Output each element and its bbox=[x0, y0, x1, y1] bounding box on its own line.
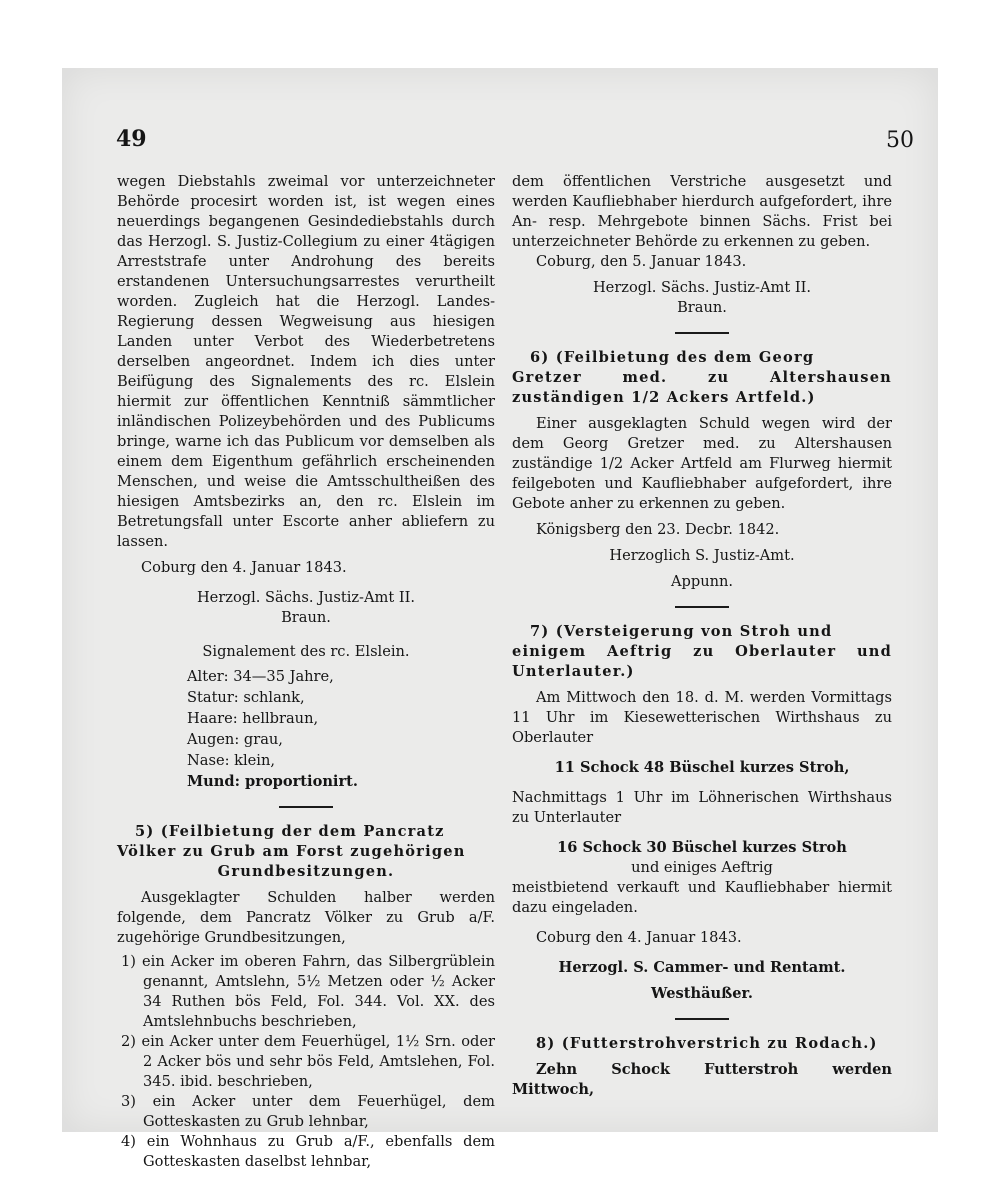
notice-6-body: Einer ausgeklagten Schuld wegen wird der dem Georg Gretzer med. zu Altershausen zuständige 1/2 Acker Artfeld am Flurweg hiermit feilgeboten und Kaufliebhaber aufgefordert, ihre Gebote anher zu erkennen zu geben. bbox=[512, 415, 892, 512]
notice-5-dateline: Coburg, den 5. Januar 1843. bbox=[536, 253, 747, 270]
notice-7-signer: Westhäußer. bbox=[651, 985, 753, 1002]
left-column bbox=[117, 172, 495, 1172]
notice-6-heading: 6) (Feilbietung des dem Georg Gretzer med. zu Altershausen zuständigen 1/2 Ackers Artfeld.) bbox=[512, 349, 892, 406]
section-divider bbox=[675, 332, 729, 334]
list-item: 4) ein Wohnhaus zu Grub a/F., ebenfalls dem Gotteskasten daselbst lehnbar, bbox=[121, 1133, 495, 1170]
notice-6-dateline: Königsberg den 23. Decbr. 1842. bbox=[536, 521, 780, 538]
list-item: 3) ein Acker unter dem Feuerhügel, dem Gotteskasten zu Grub lehnbar, bbox=[121, 1093, 495, 1130]
signalement-item: Augen: grau, bbox=[187, 731, 283, 748]
notice-7-item-2: 16 Schock 30 Büschel kurzes Stroh bbox=[557, 839, 847, 856]
list-item: 2) ein Acker unter dem Feuerhügel, 1½ Srn. oder 2 Acker bös und sehr bös Feld, Amtslehen, Fol. 345. ibid. beschrieben, bbox=[121, 1033, 495, 1090]
signalement-title: Signalement des rc. Elslein. bbox=[202, 643, 410, 660]
signalement-item: Statur: schlank, bbox=[187, 689, 305, 706]
notice-5-signer: Braun. bbox=[677, 299, 727, 316]
notice-7-body-f: meistbietend verkauft und Kaufliebhaber hiermit dazu eingeladen. bbox=[512, 879, 892, 916]
list-item: 1) ein Acker im oberen Fahrn, das Silbergrüblein genannt, Amtslehn, 5½ Metzen oder ½ Acker 34 Ruthen bös Feld, Fol. 344. Vol. XX. des Amtslehnbuchs beschrieben, bbox=[121, 953, 495, 1030]
signalement-item: Haare: hellbraun, bbox=[187, 710, 319, 727]
page-number-right: 50 bbox=[886, 128, 914, 153]
notice-5-list bbox=[117, 952, 495, 1172]
notice-7-body-c: Nachmittags 1 Uhr im Löhnerischen Wirthshaus zu Unterlauter bbox=[512, 789, 892, 826]
notice-5-authority: Herzogl. Sächs. Justiz-Amt II. bbox=[592, 279, 812, 296]
notice-4-dateline: Coburg den 4. Januar 1843. bbox=[141, 559, 347, 576]
notice-8-heading: 8) (Futterstrohverstrich zu Rodach.) bbox=[536, 1035, 878, 1052]
notice-7-item-1: 11 Schock 48 Büschel kurzes Stroh, bbox=[554, 759, 850, 776]
section-divider bbox=[279, 806, 333, 808]
right-column bbox=[512, 172, 892, 1100]
notice-6-signer: Appunn. bbox=[670, 573, 734, 590]
signalement-item: Alter: 34—35 Jahre, bbox=[187, 668, 334, 685]
scanned-page bbox=[62, 68, 938, 1170]
notice-8-body: Zehn Schock Futterstroh werden Mittwoch, bbox=[512, 1061, 892, 1098]
notice-5-continuation: dem öffentlichen Verstriche ausgesetzt und werden Kaufliebhaber hierdurch aufgefordert, ihre An- resp. Mehrgebote binnen Sächs. Frist bei unterzeichneter Behörde zu erkennen zu geben. bbox=[512, 173, 892, 250]
notice-4-body: wegen Diebstahls zweimal vor unterzeichneter Behörde procesirt worden ist, ist wegen eines neuerdings begangenen Gesindediebstahls durch das Herzogl. S. Justiz-Collegium zu einer 4tägigen Arreststrafe unter Androhung des bereits erstandenen Untersuchungsarrestes verurtheilt worden. Zugleich hat die Herzogl. Landes-Regierung dessen Wegweisung aus hiesigen Landen unter Verbot des Wiederbetretens derselben angeordnet. Indem ich dies unter Beifügung des Signalements des rc. Elslein hiermit zur öffentlichen Kenntniß sämmtlicher inländischen Polizeybehörden und des Publicums bringe, warne ich das Publicum vor demselben als einem dem Eigenthum gefährlich erscheinenden Menschen, und weise die Amtsschultheißen des hiesigen Amtsbezirks an, den rc. Elslein im Betretungsfall unter Escorte anher abliefern zu lassen. bbox=[117, 173, 495, 550]
signalement-item: Mund: proportionirt. bbox=[187, 773, 358, 790]
notice-6-authority: Herzoglich S. Justiz-Amt. bbox=[609, 547, 795, 564]
signalement-item: Nase: klein, bbox=[187, 752, 276, 769]
notice-4-authority: Herzogl. Sächs. Justiz-Amt II. bbox=[196, 589, 416, 606]
section-divider bbox=[675, 606, 729, 608]
notice-7-body-a: Am Mittwoch den 18. d. M. werden Vormittags 11 Uhr im Kiesewetterischen Wirthshaus zu Oberlauter bbox=[512, 689, 892, 746]
section-divider bbox=[675, 1018, 729, 1020]
notice-7-authority: Herzogl. S. Cammer- und Rentamt. bbox=[558, 959, 846, 976]
notice-7-item-3: und einiges Aeftrig bbox=[631, 859, 773, 876]
notice-7-dateline: Coburg den 4. Januar 1843. bbox=[536, 929, 742, 946]
notice-4-signer: Braun. bbox=[281, 609, 331, 626]
page-number-left: 49 bbox=[116, 126, 147, 152]
notice-7-heading: 7) (Versteigerung von Stroh und einigem Aeftrig zu Oberlauter und Unterlauter.) bbox=[512, 623, 892, 680]
notice-5-body: Ausgeklagter Schulden halber werden folgende, dem Pancratz Völker zu Grub a/F. zugehörige Grundbesitzungen, bbox=[117, 889, 495, 946]
signalement-list bbox=[187, 666, 495, 792]
notice-5-heading: 5) (Feilbietung der dem Pancratz Völker zu Grub am Forst zugehörigen Grundbesitzungen. bbox=[117, 823, 466, 880]
